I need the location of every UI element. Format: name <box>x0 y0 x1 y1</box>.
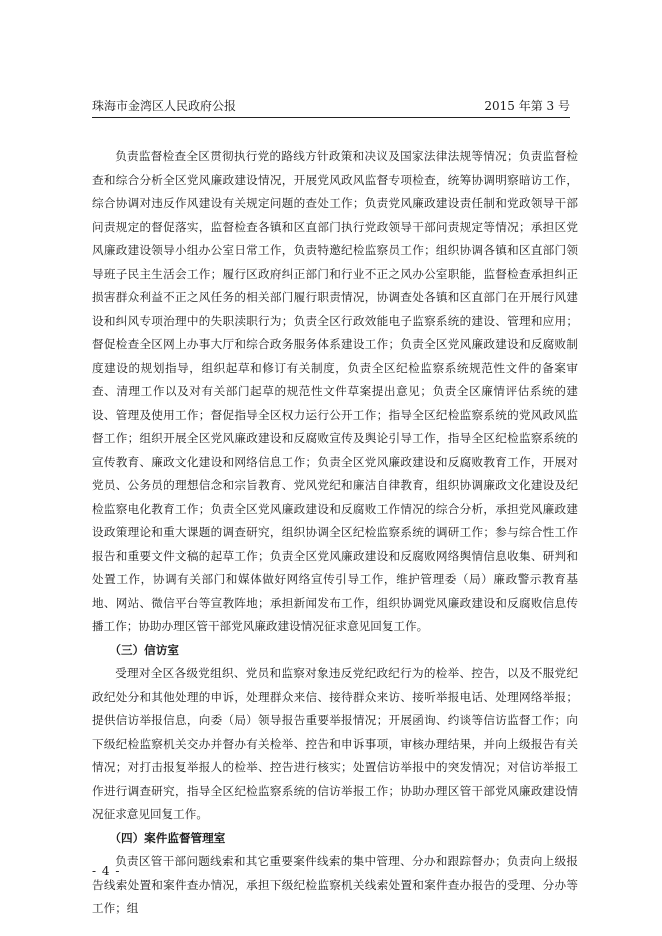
page-number: - 4 - <box>92 864 121 878</box>
section-heading-petition-office: （三）信访室 <box>109 642 179 657</box>
issue-number: 2015 年第 3 号 <box>484 99 570 113</box>
section-heading-case-supervision-office: （四）案件监督管理室 <box>109 830 226 845</box>
document-body <box>92 145 578 921</box>
header-divider <box>92 117 570 118</box>
paragraph-supervision-duties: 负责监督检查全区贯彻执行党的路线方针政策和决议及国家法律法规等情况；负责监督检查和综合分析全区党风廉政建设情况，开展党风政风监督专项检查，统筹协调明察暗访工作，综合协调对违反作风建设有关规定问题的查处工作；负责党风廉政建设责任制和党政领导干部问责规定的督促落实，监督检查各镇和区直部门执行党政领导干部问责规定等情况；承担区党风廉政建设领导小组办公室日常工作，负责特邀纪检监察员工作；组织协调各镇和区直部门领导班子民主生活会工作；履行区政府纠正部门和行业不正之风办公室职能，监督检查承担纠正损害群众利益不正之风任务的相关部门履行职责情况，协调查处各镇和区直部门在开展行风建设和纠风专项治理中的失职渎职行为；负责全区行政效能电子监察系统的建设、管理和应用；督促检查全区网上办事大厅和综合政务服务体系建设工作；负责全区党风廉政建设和反腐败制度建设的规划指导，组织起草和修订有关制度，负责全区纪检监察系统规范性文件的备案审查、清理工作以及对有关部门起草的规范性文件草案提出意见；负责全区廉情评估系统的建设、管理及使用工作；督促指导全区权力运行公开工作；指导全区纪检监察系统的党风政风监督工作；组织开展全区党风廉政建设和反腐败宣传及舆论引导工作，指导全区纪检监察系统的宣传教育、廉政文化建设和网络信息工作；负责全区党风廉政建设和反腐败教育工作，开展对党员、公务员的理想信念和宗旨教育、党风党纪和廉洁自律教育，组织协调廉政文化建设及纪检监察电化教育工作；负责全区党风廉政建设和反腐败工作情况的综合分析，承担党风廉政建设政策理论和重大课题的调查研究，组织协调全区纪检监察系统的调研工作；参与综合性工作报告和重要文件文稿的起草工作；负责全区党风廉政建设和反腐败网络舆情信息收集、研判和处置工作，协调有关部门和媒体做好网络宣传引导工作，维护管理委（局）廉政警示教育基地、网站、微信平台等宣教阵地；承担新闻发布工作，组织协调党风廉政建设和反腐败信息传播工作；协助办理区管干部党风廉政建设情况征求意见回复工作。 <box>92 149 578 633</box>
paragraph-petition-duties: 受理对全区各级党组织、党员和监察对象违反党纪政纪行为的检举、控告，以及不服党纪政纪处分和其他处理的申诉，处理群众来信、接待群众来访、接听举报电话、处理网络举报；提供信访举报信息，向委（局）领导报告重要举报情况；开展函询、约谈等信访监督工作；向下级纪检监察机关交办并督办有关检举、控告和申诉事项，审核办理结果，并向上级报告有关情况；对打击报复举报人的检举、控告进行核实；处置信访举报中的突发情况；对信访举报工作进行调查研究，指导全区纪检监察系统的信访举报工作；协助办理区管干部党风廉政建设情况征求意见回复工作。 <box>92 666 578 821</box>
publication-title: 珠海市金湾区人民政府公报 <box>92 99 237 113</box>
page-header <box>92 96 570 116</box>
paragraph-case-supervision-duties: 负责区管干部问题线索和其它重要案件线索的集中管理、分办和跟踪督办；负责向上级报告线索处置和案件查办情况，承担下级纪检监察机关线索处置和案件查办报告的受理、分办等工作；组 <box>92 854 578 915</box>
